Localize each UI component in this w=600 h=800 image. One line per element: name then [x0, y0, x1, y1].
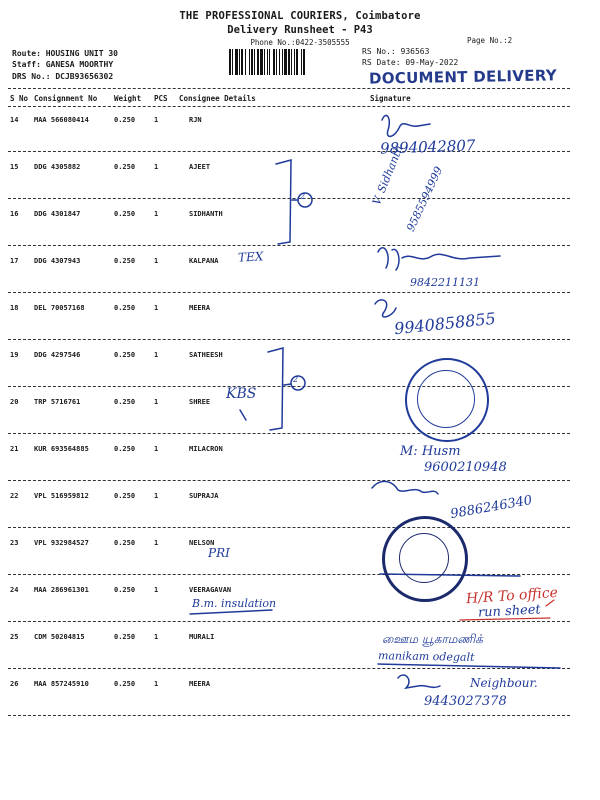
row-sno: 17	[10, 257, 19, 265]
barcode-bar	[249, 49, 250, 75]
row-sno: 24	[10, 586, 19, 594]
office-note-line-2: run sheet	[477, 602, 542, 621]
page-number: Page No.:2	[467, 36, 513, 45]
office-note-line-1: H/R To office	[465, 584, 559, 608]
row-sno: 19	[10, 351, 19, 359]
barcode-bar	[288, 49, 290, 75]
row-sno: 18	[10, 304, 19, 312]
bracket-count-2: 2	[293, 375, 299, 384]
row-pcs: 1	[154, 492, 159, 500]
row-consignment-no: VPL 932984527	[34, 539, 89, 547]
row-weight: 0.250	[114, 351, 136, 359]
row-consignment-no: DEL 70057168	[34, 304, 85, 312]
row-sno: 21	[10, 445, 19, 453]
handwritten-phone-row-14: 9894042807	[379, 136, 476, 158]
row-sno: 26	[10, 680, 19, 688]
row-consignment-no: DDG 4297546	[34, 351, 81, 359]
row-pcs: 1	[154, 539, 159, 547]
row-divider	[8, 339, 570, 340]
row-sno: 23	[10, 539, 19, 547]
row-sno: 22	[10, 492, 19, 500]
row-pcs: 1	[154, 210, 159, 218]
handwritten-note-row-24: B.m. insulation	[192, 597, 277, 610]
barcode-bar	[273, 49, 275, 75]
handwritten-phone-row-21: 9600210948	[424, 460, 507, 475]
row-weight: 0.250	[114, 539, 136, 547]
rs-date: RS Date: 09-May-2022	[362, 58, 459, 67]
row-sno: 14	[10, 116, 19, 124]
row-pcs: 1	[154, 633, 159, 641]
row-consignee-name: SHREE	[189, 398, 211, 406]
handwritten-tamil-line-1: ஊைம யூகாமணிக்	[382, 632, 483, 646]
row-weight: 0.250	[114, 633, 136, 641]
handwritten-phone-row-22: 9886246340	[449, 492, 534, 523]
row-consignee-name: SATHEESH	[189, 351, 223, 359]
row-sno: 25	[10, 633, 19, 641]
row-consignee-name: MEERA	[189, 304, 211, 312]
row-consignment-no: VPL 516959812	[34, 492, 89, 500]
handwritten-neighbour: Neighbour.	[470, 676, 538, 690]
row-pcs: 1	[154, 398, 159, 406]
barcode-bar	[301, 49, 302, 75]
row-consignment-no: DDG 4307943	[34, 257, 81, 265]
row-pcs: 1	[154, 445, 159, 453]
row-sno: 16	[10, 210, 19, 218]
row-weight: 0.250	[114, 257, 136, 265]
precision-rubber-seal	[382, 516, 468, 602]
row-divider	[8, 433, 570, 434]
row-weight: 0.250	[114, 445, 136, 453]
row-weight: 0.250	[114, 116, 136, 124]
row-consignee-name: SUPRAJA	[189, 492, 219, 500]
row-consignee-name: RJN	[189, 116, 202, 124]
barcode-bar	[264, 49, 265, 75]
row-consignment-no: DDG 4301847	[34, 210, 81, 218]
row-pcs: 1	[154, 257, 159, 265]
rs-number: RS No.: 936563	[362, 47, 430, 56]
row-consignee-name: SIDHANTH	[189, 210, 223, 218]
row-sno: 20	[10, 398, 19, 406]
barcode-bar	[257, 49, 259, 75]
handwritten-tamil-line-2: manikam odegalt	[377, 649, 475, 664]
row-weight: 0.250	[114, 210, 136, 218]
barcode-bar	[254, 49, 255, 75]
col-sno: S No	[10, 94, 29, 103]
row-pcs: 1	[154, 680, 159, 688]
row-weight: 0.250	[114, 304, 136, 312]
barcode-bar	[279, 49, 280, 75]
row-pcs: 1	[154, 116, 159, 124]
signature-row-14	[382, 115, 430, 136]
header-divider-top	[8, 88, 570, 89]
barcode-bar	[284, 49, 287, 75]
row-weight: 0.250	[114, 586, 136, 594]
row-sno: 15	[10, 163, 19, 171]
handwritten-name-row-16: V. Sidhanth	[370, 143, 406, 207]
barcode-bar	[239, 49, 240, 75]
row-divider	[8, 621, 570, 622]
barcode-bar	[245, 49, 246, 75]
barcode-bar	[251, 49, 253, 75]
route-label: Route: HOUSING UNIT 30	[12, 49, 118, 58]
row-weight: 0.250	[114, 398, 136, 406]
insulation-underline	[190, 610, 272, 614]
row-consignee-name: NELSON	[189, 539, 215, 547]
col-consignment: Consignment No	[34, 94, 98, 103]
row-divider	[8, 151, 570, 152]
company-seal-row-20	[405, 358, 489, 442]
row-divider	[8, 480, 570, 481]
bracket-count-1: 2	[300, 192, 306, 201]
row-pcs: 1	[154, 586, 159, 594]
signature-row-17	[378, 248, 500, 270]
barcode-bar	[303, 49, 305, 75]
row-divider	[8, 198, 570, 199]
row-consignee-name: MEERA	[189, 680, 211, 688]
col-signature: Signature	[370, 94, 411, 103]
row-consignee-name: VEERAGAVAN	[189, 586, 232, 594]
handwritten-note-row-17: TEX	[237, 249, 264, 265]
barcode-bar	[294, 49, 295, 75]
runsheet-title: Delivery Runsheet - P43	[227, 24, 373, 36]
signature-row-22	[372, 481, 438, 494]
company-title: THE PROFESSIONAL COURIERS, Coimbatore	[179, 10, 421, 22]
handwritten-phone-row-17: 9842211131	[410, 276, 480, 289]
handwritten-phone-row-26: 9443027378	[424, 694, 507, 709]
row-consignment-no: MAA 857245910	[34, 680, 89, 688]
row-consignment-no: MAA 566080414	[34, 116, 89, 124]
barcode-bar	[241, 49, 243, 75]
document-delivery-stamp: DOCUMENT DELIVERY	[368, 66, 558, 88]
signature-row-18	[375, 300, 396, 317]
row-pcs: 1	[154, 163, 159, 171]
signature-row-26	[398, 675, 440, 688]
barcode-bar	[296, 49, 298, 75]
col-consignee-details: Consignee Details	[179, 94, 256, 103]
drs-number: DRS No.: DCJB93656302	[12, 72, 114, 81]
barcode-bar	[235, 49, 238, 75]
barcode-bar	[232, 49, 233, 75]
row-consignment-no: MAA 286961301	[34, 586, 89, 594]
barcode-bar	[229, 49, 231, 75]
col-pcs: PCS	[154, 94, 168, 103]
barcode	[229, 49, 349, 75]
barcode-bar	[276, 49, 277, 75]
row-consignment-no: KUR 693564885	[34, 445, 89, 453]
handwritten-note-row-23: PRI	[208, 546, 230, 560]
row-consignment-no: DDG 4305882	[34, 163, 81, 171]
row-divider	[8, 668, 570, 669]
row-consignee-name: AJEET	[189, 163, 211, 171]
handwritten-phone-row-18: 9940858855	[393, 308, 497, 339]
barcode-bar	[260, 49, 263, 75]
barcode-bar	[282, 49, 283, 75]
row-pcs: 1	[154, 351, 159, 359]
row-consignee-name: MURALI	[189, 633, 215, 641]
row-weight: 0.250	[114, 680, 136, 688]
row-consignee-name: KALPANA	[189, 257, 219, 265]
row-consignee-name: MILACRON	[189, 445, 223, 453]
row-weight: 0.250	[114, 492, 136, 500]
staff-label: Staff: GANESA MOORTHY	[12, 60, 114, 69]
row-divider	[8, 574, 570, 575]
row-weight: 0.250	[114, 163, 136, 171]
header-divider-bottom	[8, 106, 570, 107]
bracket-rows-19-20	[268, 348, 283, 430]
handwritten-name-row-21: M: Husm	[400, 444, 461, 459]
phone-number: Phone No.:0422-3505555	[250, 38, 350, 47]
row-consignment-no: TRP 5716761	[34, 398, 81, 406]
row-divider	[8, 715, 570, 716]
barcode-bar	[291, 49, 292, 75]
row-divider	[8, 527, 570, 528]
bracket-rows-15-16	[276, 160, 291, 244]
row-pcs: 1	[154, 304, 159, 312]
handwritten-phone-row-16: 9585594999	[404, 164, 446, 234]
barcode-bar	[267, 49, 268, 75]
row-divider	[8, 292, 570, 293]
row-divider	[8, 245, 570, 246]
row-consignment-no: CDM 50204815	[34, 633, 85, 641]
col-weight: Weight	[114, 94, 142, 103]
barcode-bar	[269, 49, 270, 75]
handwritten-note-row-20: KBS	[226, 386, 257, 402]
